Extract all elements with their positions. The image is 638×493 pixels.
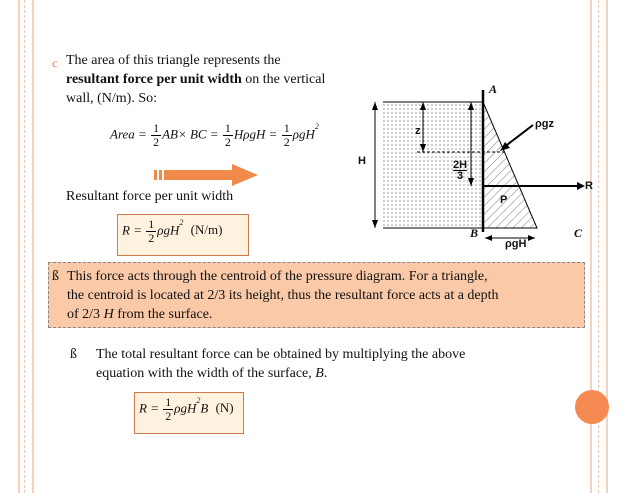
eq2-sup: 2	[179, 218, 184, 228]
bullet3-text	[96, 345, 566, 383]
bullet2-line3-post: from the surface.	[113, 307, 213, 322]
eq2-equals: =	[133, 222, 142, 238]
total-resultant-equation	[139, 396, 234, 423]
area-equation	[110, 122, 319, 149]
eq1-num-3: 1	[283, 121, 290, 135]
eq1-rho-gh2: ρgH	[292, 126, 315, 142]
bullet-marker-c: c	[52, 56, 58, 70]
eq3-den: 2	[165, 409, 172, 423]
eq3-b: B	[200, 400, 209, 416]
eq1-num-2: 1	[224, 121, 231, 135]
bullet3-marker: ß	[70, 347, 77, 362]
eq1-h-rho-gh: HρgH	[233, 126, 266, 142]
eq3-unit: (N)	[215, 400, 234, 416]
bullet2-text	[67, 267, 582, 324]
bullet1-line1: The area of this triangle represents the	[66, 53, 281, 68]
eq3-r: R	[139, 400, 147, 416]
eq1-den-3: 2	[283, 135, 290, 149]
bullet2-line1: This force acts through the centroid of the pressure diagram. For a triangle,	[67, 269, 488, 284]
bullet1-bold: resultant force per unit width	[66, 72, 242, 87]
eq1-area: Area	[110, 126, 135, 142]
bullet2-line3	[67, 305, 582, 324]
bullet2-line3-pre: of 2/3	[67, 307, 104, 322]
eq1-equals-2: =	[209, 126, 219, 142]
label-p: P	[500, 194, 508, 206]
eq1-equals-3: =	[268, 126, 278, 142]
eq3-equals: =	[150, 400, 159, 416]
bullet1-text	[66, 51, 396, 108]
label-rho-gz: ρgz	[535, 118, 555, 130]
eq1-den-2: 2	[224, 135, 231, 149]
eq1-den-1: 2	[153, 135, 160, 149]
eq3-half	[163, 396, 173, 423]
label-rho-gh: ρgH	[505, 238, 527, 250]
bullet3-line2	[96, 364, 566, 383]
label-h: H	[358, 155, 366, 167]
label-r: R	[585, 180, 593, 192]
label-two-h	[453, 160, 467, 181]
label-two-h-num: 2H	[453, 159, 468, 171]
label-two-h-den: 3	[456, 170, 464, 182]
eq1-num-1: 1	[153, 121, 160, 135]
eq2-num: 1	[148, 217, 155, 231]
bullet3-line1: The total resultant force can be obtained by multiplying the above	[96, 347, 466, 362]
eq1-half-1	[151, 122, 161, 149]
orange-circle-decoration	[575, 390, 609, 424]
left-rail	[18, 0, 20, 493]
eq2-unit: (N/m)	[190, 222, 223, 238]
right-arrow-icon	[152, 163, 260, 187]
bullet2-line2: the centroid is located at 2/3 its height, thus the resultant force acts at a depth	[67, 288, 499, 303]
right-rail-inner	[606, 0, 608, 493]
resultant-per-width-equation	[122, 218, 222, 245]
left-rail-dash	[24, 0, 25, 493]
bullet3-line2-pre: equation with the width of the surface,	[96, 366, 316, 381]
bullet1-line2-rest: on the vertical	[241, 72, 326, 87]
eq3-rho-gh: ρgH	[174, 400, 197, 416]
bullet3-line2-b: B	[315, 366, 324, 381]
bullet2-marker: ß	[52, 269, 59, 284]
bullet1-line2	[66, 70, 396, 89]
eq3-num: 1	[165, 395, 172, 409]
label-z: z	[415, 125, 421, 137]
label-a: A	[489, 82, 498, 96]
bullet3-line2-post: .	[323, 366, 328, 381]
bullet2-line3-h: H	[103, 307, 114, 322]
eq1-sup: 2	[314, 122, 319, 132]
eq2-den: 2	[148, 231, 155, 245]
eq1-equals-1: =	[138, 126, 147, 142]
label-b: B	[470, 226, 479, 240]
eq2-rho-gh: ρgH	[157, 222, 180, 238]
label-c: C	[574, 226, 583, 240]
eq1-half-2	[223, 122, 233, 149]
eq3-sup: 2	[196, 396, 201, 406]
eq1-ab-bc: AB× BC	[162, 126, 207, 142]
eq1-half-3	[282, 122, 292, 149]
left-rail-inner	[32, 0, 34, 493]
eq2-r: R	[122, 222, 130, 238]
eq2-half	[146, 218, 156, 245]
bullet1-line3: wall, (N/m). So:	[66, 91, 157, 106]
resultant-label: Resultant force per unit width	[66, 189, 234, 204]
